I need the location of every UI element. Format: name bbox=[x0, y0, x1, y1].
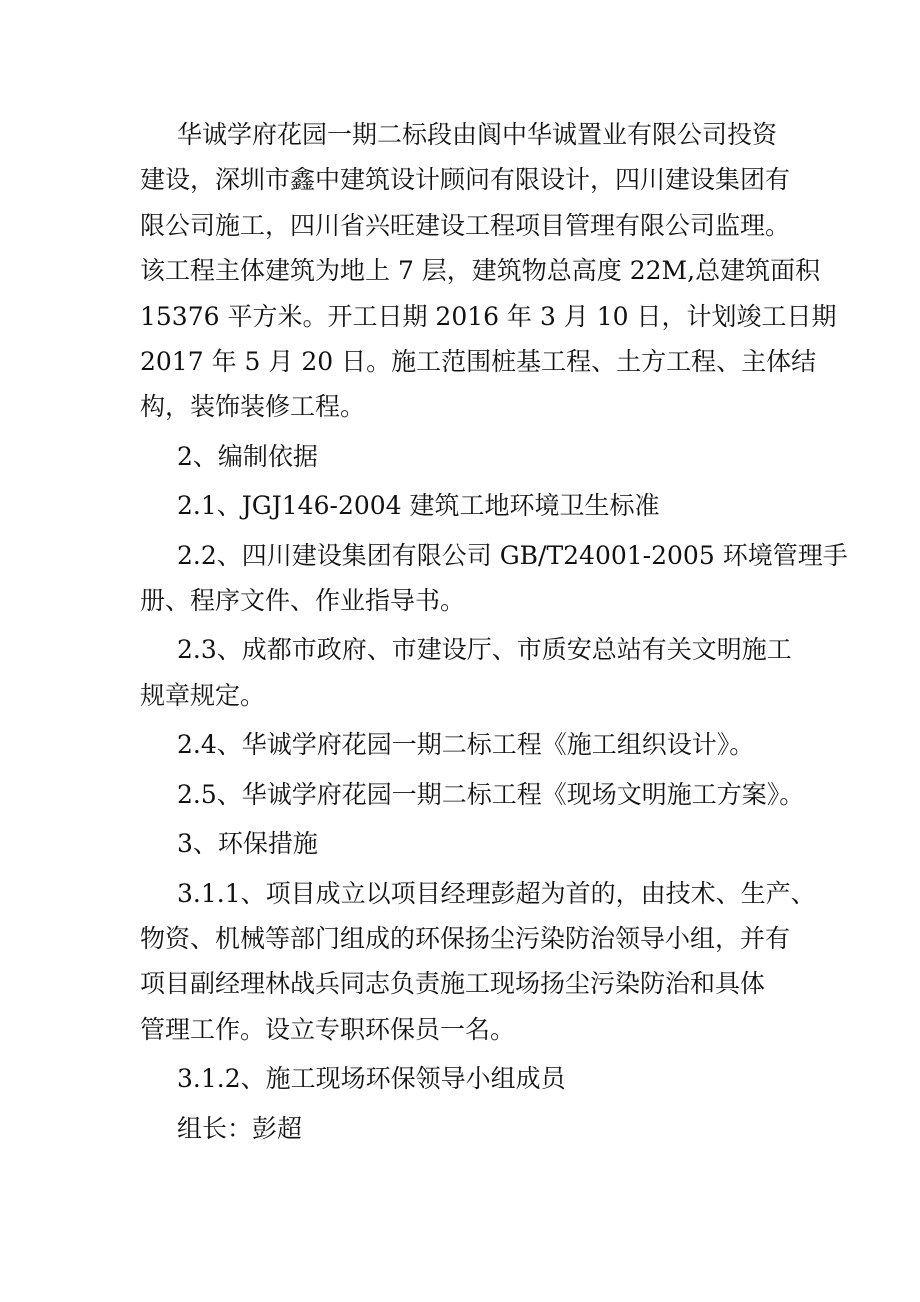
text-line: 3.1.1、项目成立以项目经理彭超为首的，由技术、生产、 bbox=[177, 878, 816, 908]
text-line: 该工程主体建筑为地上 7 层，建筑物总高度 22M,总建筑面积 bbox=[140, 256, 821, 286]
text-line: 限公司施工，四川省兴旺建设工程项目管理有限公司监理。 bbox=[140, 210, 791, 240]
text-line: 2.5、华诚学府花园一期二标工程《现场文明施工方案》。 bbox=[177, 779, 805, 809]
text-line: 规章规定。 bbox=[140, 680, 266, 710]
list-item-2-5 bbox=[140, 772, 805, 817]
text-line: 物资、机械等部门组成的环保扬尘污染防治领导小组，并有 bbox=[140, 923, 791, 953]
list-item-3-1-2 bbox=[140, 1056, 782, 1101]
text-line: 组长：彭超 bbox=[177, 1113, 303, 1143]
text-line: 3.1.2、施工现场环保领导小组成员 bbox=[177, 1064, 566, 1094]
list-item-2-2 bbox=[140, 533, 848, 624]
list-item-2-4 bbox=[140, 722, 782, 767]
leader-line bbox=[140, 1106, 782, 1151]
text-line: 建设，深圳市鑫中建筑设计顾问有限设计，四川建设集团有 bbox=[140, 165, 791, 195]
text-line: 3、环保措施 bbox=[177, 829, 318, 859]
text-line: 华诚学府花园一期二标段由阆中华诚置业有限公司投资 bbox=[177, 120, 778, 149]
text-line: 15376 平方米。开工日期 2016 年 3 月 10 日，计划竣工日期 bbox=[140, 301, 837, 331]
text-line: 册、程序文件、作业指导书。 bbox=[140, 586, 466, 616]
text-line: 2.1、JGJ146-2004 建筑工地环境卫生标准 bbox=[177, 491, 660, 521]
text-line: 项目副经理林战兵同志负责施工现场扬尘污染防治和具体 bbox=[140, 969, 766, 999]
text-line: 构，装饰装修工程。 bbox=[140, 392, 366, 422]
text-line: 2、编制依据 bbox=[177, 441, 318, 471]
text-line: 2.3、成都市政府、市建设厅、市质安总站有关文明施工 bbox=[177, 635, 792, 665]
text-line: 2.4、华诚学府花园一期二标工程《施工组织设计》。 bbox=[177, 730, 755, 760]
section-heading-2 bbox=[140, 434, 782, 479]
paragraph-overview bbox=[140, 112, 837, 430]
text-line: 管理工作。设立专职环保员一名。 bbox=[140, 1014, 516, 1044]
section-heading-3 bbox=[140, 821, 782, 866]
text-line: 2017 年 5 月 20 日。施工范围桩基工程、土方工程、主体结 bbox=[140, 347, 817, 377]
list-item-3-1-1 bbox=[140, 871, 816, 1053]
document-body bbox=[140, 112, 848, 1151]
text-line: 2.2、四川建设集团有限公司 GB/T24001-2005 环境管理手 bbox=[177, 540, 848, 570]
list-item-2-3 bbox=[140, 627, 792, 718]
list-item-2-1 bbox=[140, 483, 782, 528]
